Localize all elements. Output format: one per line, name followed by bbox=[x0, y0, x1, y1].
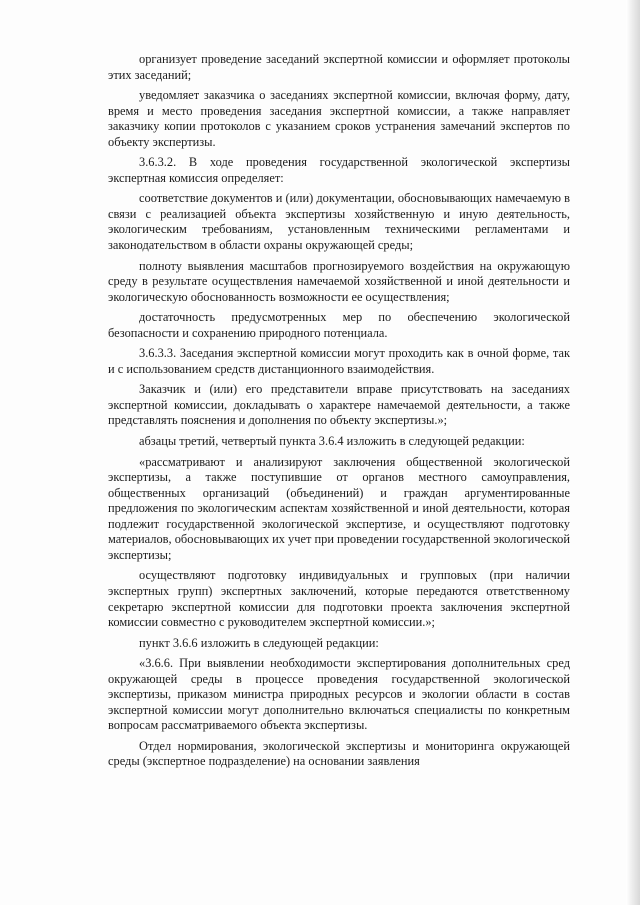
paragraph: 3.6.3.3. Заседания экспертной комиссии могут проходить как в очной форме, так и с использованием средств дистанционного взаимодействия. bbox=[108, 346, 570, 376]
paragraph: уведомляет заказчика о заседаниях экспертной комиссии, включая форму, дату, время и место проведения заседания экспертной комиссии, а также направляет заказчику копии протоколов с указанием сроков устранения замечаний экспертов по объекту экспертизы. bbox=[108, 88, 570, 149]
document-body bbox=[108, 52, 570, 770]
paragraph: «3.6.6. При выявлении необходимости экспертирования дополнительных сред окружающей среды в процессе проведения государственной экологической экспертизы, приказом министра природных ресурсов и экологии области в состав экспертной комиссии могут дополнительно включаться специалисты по конкретным вопросам рассматриваемого объекта экспертизы. bbox=[108, 656, 570, 733]
paragraph: организует проведение заседаний экспертной комиссии и оформляет протоколы этих заседаний; bbox=[108, 52, 570, 82]
paragraph: 3.6.3.2. В ходе проведения государственной экологической экспертизы экспертная комиссия определяет: bbox=[108, 155, 570, 185]
paragraph: достаточность предусмотренных мер по обеспечению экологической безопасности и сохранению природного потенциала. bbox=[108, 310, 570, 340]
paragraph: соответствие документов и (или) документации, обосновывающих намечаемую в связи с реализацией объекта экспертизы хозяйственную и иную деятельность, экологическим требованиям, установленным техническими регламентами и законодательством в области охраны окружающей среды; bbox=[108, 191, 570, 253]
paragraph: полноту выявления масштабов прогнозируемого воздействия на окружающую среду в результате осуществления намечаемой хозяйственной и иной деятельности и экологическую обоснованность возможности ее осуществления; bbox=[108, 258, 570, 304]
paragraph: пункт 3.6.6 изложить в следующей редакции: bbox=[139, 635, 379, 650]
paragraph: Отдел нормирования, экологической экспертизы и мониторинга окружающей среды (экспертное подразделение) на основании заявления bbox=[108, 738, 570, 769]
paragraph: «рассматривают и анализируют заключения общественной экологической экспертизы, а также поступившие от органов местного самоуправления, общественных организаций (объединений) и граждан аргументированные предложения по экологическим аспектам хозяйственной и иной деятельности, которая подлежит государственной экологической экспертизе, и осуществляют подготовку материалов, обосновывающих их учет при проведении государственной экологической экспертизы; bbox=[108, 454, 570, 562]
paragraph: Заказчик и (или) его представители вправе присутствовать на заседаниях экспертной комиссии, докладывать о характере намечаемой деятельности, а также представлять пояснения и дополнения по объекту экспертизы.»; bbox=[108, 382, 570, 428]
paragraph: осуществляют подготовку индивидуальных и групповых (при наличии экспертных групп) экспертных заключений, которые передаются ответственному секретарю экспертной комиссии для подготовки проекта заключения экспертной комиссии совместно с руководителем экспертной комиссии.»; bbox=[108, 568, 570, 630]
scan-edge-shadow bbox=[626, 0, 640, 905]
paragraph: абзацы третий, четвертый пункта 3.6.4 изложить в следующей редакции: bbox=[139, 434, 525, 449]
